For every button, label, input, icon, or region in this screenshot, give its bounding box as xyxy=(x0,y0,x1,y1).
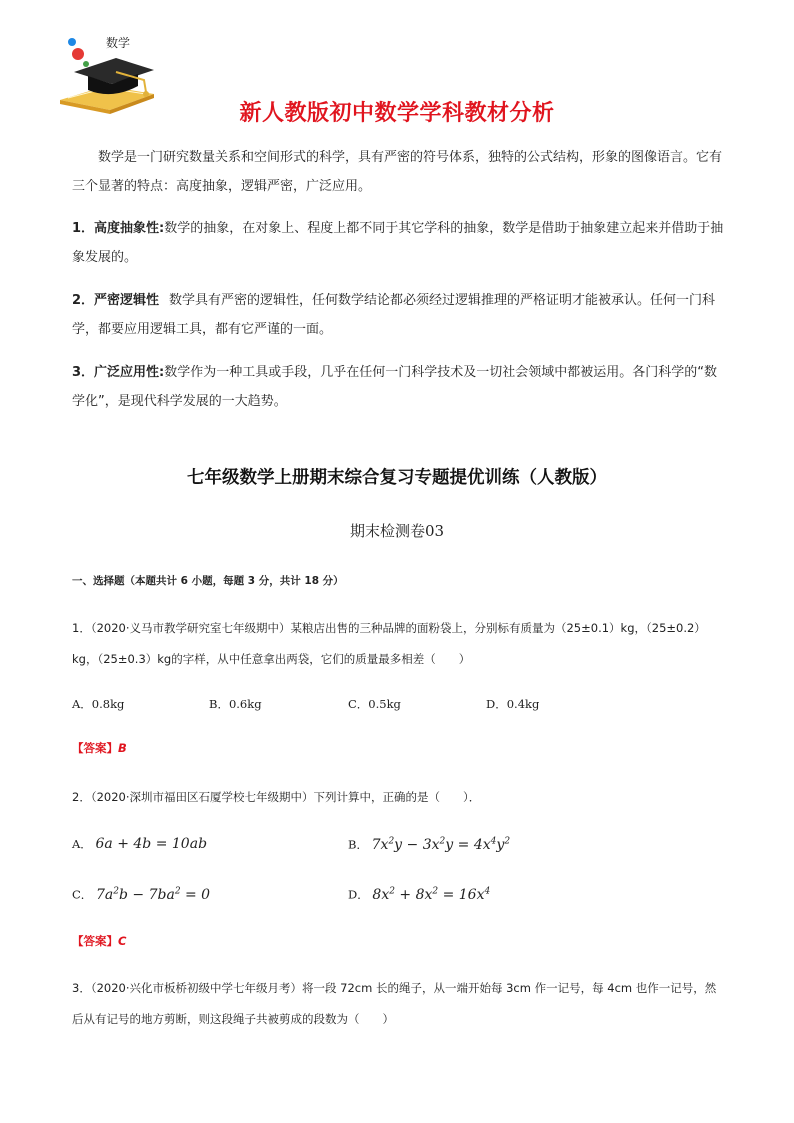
feature-item-1 xyxy=(72,214,724,272)
q2-answer xyxy=(72,933,126,949)
option-letter: B． xyxy=(348,837,368,852)
logo-label: 数学 xyxy=(106,36,131,50)
answer-label: 【答案】 xyxy=(72,741,118,755)
feature-item-3 xyxy=(72,358,724,416)
answer-label: 【答案】 xyxy=(72,934,118,948)
q1-answer xyxy=(72,740,127,756)
q1-option-d: D．0.4kg xyxy=(486,697,540,711)
feature-text: 数学作为一种工具或手段，几乎在任何一门科学技术及一切社会领域中都被运用。各门科学的“数学化”，是现代科学发展的一大趋势。 xyxy=(72,365,717,409)
option-letter: D． xyxy=(348,887,369,902)
question-1: 1．（2020·义马市教学研究室七年级期中）某粮店出售的三种品牌的面粉袋上，分别标有质量为（25±0.1）kg，（25±0.2）kg，（25±0.3）kg的字样，从中任意拿出两袋，它们的质量最多相差（ ） xyxy=(72,621,706,666)
feature-item-2 xyxy=(72,286,724,344)
answer-value: C xyxy=(118,934,127,948)
math-expression: $7a^2b - 7ba^2 = 0$ xyxy=(95,886,211,903)
math-expression: $7x^2y - 3x^2y = 4x^4y^2$ xyxy=(371,836,511,853)
math-expression: 6a + 4b = 10ab xyxy=(95,836,208,852)
intro-paragraph: 数学是一门研究数量关系和空间形式的科学，具有严密的符号体系，独特的公式结构，形象的图像语言。它有三个显著的特点：高度抽象，逻辑严密，广泛应用。 xyxy=(72,150,723,194)
feature-text: 数学的抽象，在对象上、程度上都不同于其它学科的抽象，数学是借助于抽象建立起来并借助于抽象发展的。 xyxy=(72,221,724,265)
q1-option-c: C．0.5kg xyxy=(348,697,401,711)
q1-option-b: B．0.6kg xyxy=(209,697,262,711)
feature-label: 3．广泛应用性: xyxy=(72,365,165,380)
exam-subtitle: 七年级数学上册期末综合复习专题提优训练（人教版） xyxy=(187,468,607,488)
answer-value: B xyxy=(118,741,127,755)
feature-label: 1．高度抽象性: xyxy=(72,221,165,236)
feature-label: 2．严密逻辑性 xyxy=(72,293,160,308)
option-letter: A． xyxy=(72,837,92,851)
math-expression: $8x^2 + 8x^2 = 16x^4$ xyxy=(372,886,491,903)
feature-text: 数学具有严密的逻辑性，任何数学结论都必须经过逻辑推理的严格证明才能被承认。任何一门科学，都要应用逻辑工具，都有它严谨的一面。 xyxy=(72,293,716,337)
q2-option-b xyxy=(348,836,510,853)
q2-option-c xyxy=(72,886,210,903)
q2-option-d xyxy=(348,886,490,903)
section-heading: 一、选择题（本题共计 6 小题，每题 3 分，共计 18 分） xyxy=(72,575,344,587)
q1-option-a: A．0.8kg xyxy=(72,697,125,711)
page-title: 新人教版初中数学学科教材分析 xyxy=(239,101,555,126)
option-letter: C． xyxy=(72,887,93,902)
exam-name: 期末检测卷03 xyxy=(349,522,445,540)
q2-option-a xyxy=(72,836,207,852)
question-3: 3．（2020·兴化市板桥初级中学七年级月考）将一段 72cm 长的绳子，从一端开始每 3cm 作一记号，每 4cm 也作一记号，然后从有记号的地方剪断，则这段绳子共被剪成的段数为（ ） xyxy=(72,981,717,1026)
question-2: 2．（2020·深圳市福田区石厦学校七年级期中）下列计算中，正确的是（ ）． xyxy=(72,790,481,804)
